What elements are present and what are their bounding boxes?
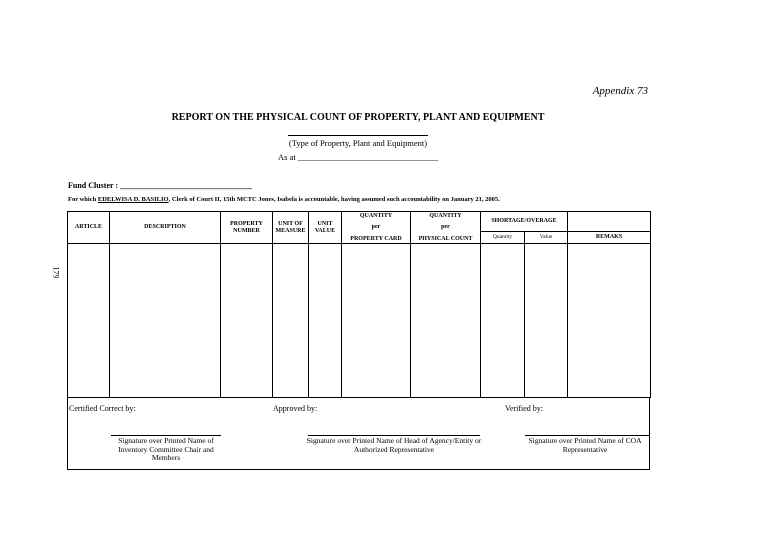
- cell-shortage-quantity[interactable]: [481, 244, 525, 398]
- cell-unit-of-measure[interactable]: [273, 244, 309, 398]
- fund-cluster-field: Fund Cluster : _________________________________: [68, 181, 253, 190]
- appendix-label: Appendix 73: [592, 85, 648, 97]
- cell-shortage-value[interactable]: [525, 244, 568, 398]
- cell-property-number[interactable]: [221, 244, 273, 398]
- col-qty-property-card: [342, 212, 411, 244]
- qty-count-top: QUANTITY: [429, 212, 462, 219]
- type-underline: [288, 135, 428, 136]
- accountability-prefix: For which: [68, 196, 98, 203]
- property-count-table: [67, 211, 651, 398]
- qty-count-mid: per: [441, 224, 450, 231]
- col-remarks: REMAKS: [568, 232, 651, 244]
- signature-section: [67, 398, 650, 470]
- cell-qty-physical-count[interactable]: [411, 244, 481, 398]
- qty-card-top: QUANTITY: [359, 212, 393, 219]
- certified-label: Certified Correct by:: [69, 404, 136, 413]
- approved-caption: Signature over Printed Name of Head of Agency/Entity or Authorized Representative: [306, 436, 482, 454]
- col-unit-of-measure: UNIT OF MEASURE: [273, 212, 309, 244]
- cell-remarks[interactable]: [568, 244, 651, 398]
- col-description: DESCRIPTION: [110, 212, 221, 244]
- table-body-row: [68, 244, 651, 398]
- col-unit-value: UNIT VALUE: [309, 212, 342, 244]
- qty-card-mid: per: [371, 224, 381, 231]
- col-property-number: PROPERTY NUMBER: [221, 212, 273, 244]
- page-number: 179: [51, 266, 61, 279]
- cell-article[interactable]: [68, 244, 110, 398]
- col-shortage-overage: SHORTAGE/OVERAGE: [481, 212, 568, 232]
- col-shortage-quantity: Quantity: [481, 232, 525, 244]
- col-remarks-top: [568, 212, 651, 232]
- report-title: REPORT ON THE PHYSICAL COUNT OF PROPERTY, PLANT AND EQUIPMENT: [171, 112, 545, 123]
- accountability-statement: [68, 196, 500, 203]
- as-at-field: As at _________________________________: [278, 152, 439, 162]
- col-shortage-value: Value: [525, 232, 568, 244]
- verified-label: Verified by:: [505, 404, 543, 413]
- verified-caption: Signature over Printed Name of COA Representative: [528, 436, 642, 454]
- cell-description[interactable]: [110, 244, 221, 398]
- qty-count-bottom: PHYSICAL COUNT: [418, 235, 473, 242]
- type-of-property-label: (Type of Property, Plant and Equipment): [288, 138, 428, 148]
- certified-caption: Signature over Printed Name of Inventory Committee Chair and Members: [118, 436, 214, 463]
- cell-qty-property-card[interactable]: [342, 244, 411, 398]
- qty-card-bottom: PROPERTY CARD: [350, 235, 402, 242]
- accountable-officer-name: EDELWISA D. BASILIO: [97, 196, 169, 203]
- cell-unit-value[interactable]: [309, 244, 342, 398]
- accountability-suffix: , Clerk of Court II, 15th MCTC Jones, Isabela is accountable, having assumed such accountability on January 21, 2005.: [168, 196, 500, 203]
- col-article: ARTICLE: [68, 212, 110, 244]
- col-qty-physical-count: [411, 212, 481, 244]
- approved-label: Approved by:: [273, 404, 318, 413]
